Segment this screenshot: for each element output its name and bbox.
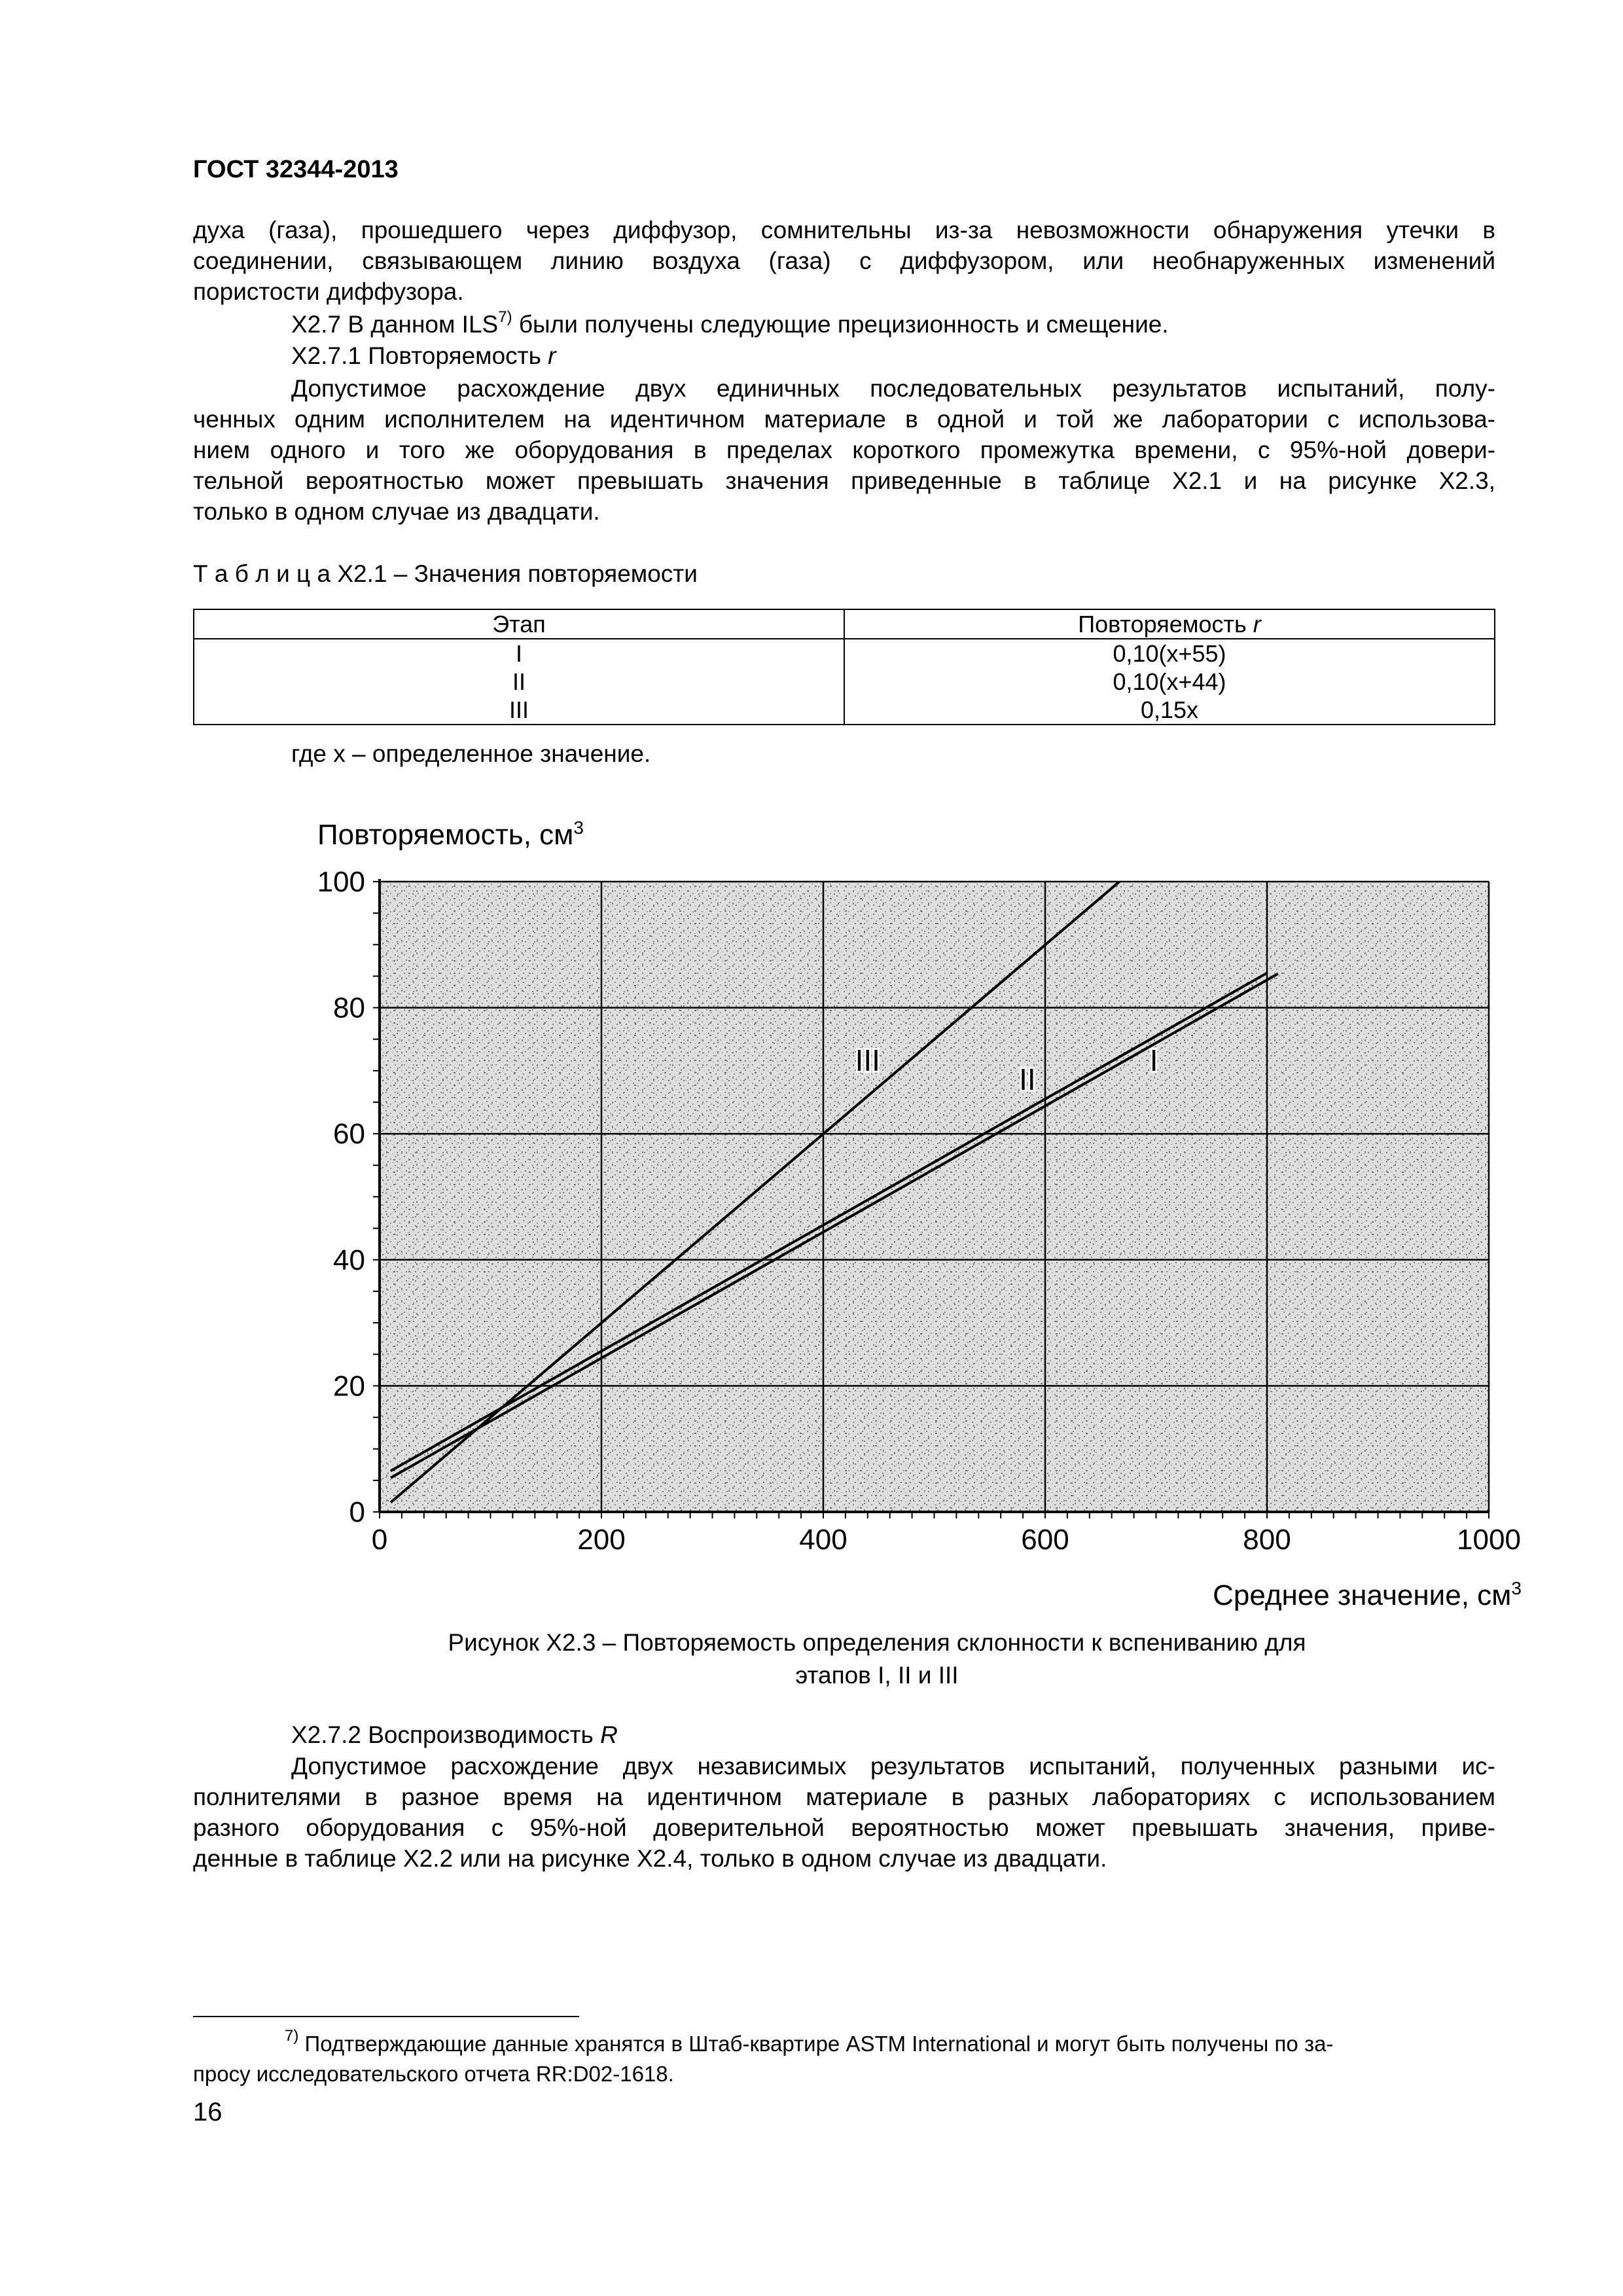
table-title-label: Т а б л и ц а (193, 560, 331, 587)
footnote (193, 2029, 1495, 2089)
section-x27-text: Х2.7 В данном ILS (291, 311, 499, 338)
footnote-line (193, 2029, 1495, 2059)
y-tick-label: 100 (317, 866, 365, 898)
y-tick-label: 40 (333, 1244, 365, 1276)
x-tick-label: 0 (371, 1524, 388, 1556)
footnote-text: Подтверждающие данные хранятся в Штаб-квартире ASTM International и могут быть получены по за- (298, 2032, 1334, 2056)
y-tick-label: 0 (349, 1496, 365, 1528)
column-header-stage: Этап (194, 609, 844, 639)
paragraph-line: Допустимое расхождение двух независимых результатов испытаний, полученных разными ис- (291, 1753, 1495, 1780)
value-cell: 0,10(x+55) (844, 639, 1495, 668)
x-tick-label: 600 (1021, 1524, 1069, 1556)
x-tick-label: 200 (577, 1524, 626, 1556)
repeatability-symbol: r (548, 342, 556, 369)
paragraph-3 (193, 1751, 1495, 1874)
paragraph-line: ченных одним исполнителем на идентичном материале в одной и той же лаборатории с использова- (193, 406, 1495, 433)
figure-caption (366, 1626, 1387, 1692)
section-x272-heading (291, 1719, 618, 1750)
unit-superscript: 3 (1511, 1578, 1522, 1598)
figure-caption-line: этапов I, II и III (795, 1662, 959, 1689)
paragraph-line: денные в таблице Х2.2 или на рисунке Х2.4, только в одном случае из двадцати. (193, 1845, 1107, 1872)
reproducibility-symbol: R (600, 1721, 618, 1748)
y-tick-label: 80 (333, 992, 365, 1024)
page-number: 16 (193, 2098, 223, 2126)
paragraph-line: Допустимое расхождение двух единичных последовательных результатов испытаний, полу- (291, 375, 1495, 402)
series-label-ii: II (1019, 1062, 1036, 1096)
plot-texture (380, 882, 1489, 1512)
paragraph-line: нием одного и того же оборудования в пределах короткого промежутка времени, с 95%-ной довери- (193, 437, 1495, 463)
figure-caption-line: Рисунок Х2.3 – Повторяемость определения склонности к вспениванию для (448, 1629, 1306, 1656)
paragraph-line: только в одном случае из двадцати. (193, 498, 600, 525)
paragraph-line: тельной вероятностью может превышать значения приведенные в таблице Х2.1 и на рисунке Х2.3, (193, 467, 1495, 494)
section-x271-label: Х2.7.1 Повторяемость (291, 342, 548, 369)
x-axis-label: Среднее значение, $см^3$ (1213, 1578, 1522, 1611)
series-label-iii: III (855, 1043, 880, 1077)
value-cell: 0,10(x+44) (844, 668, 1495, 696)
stage-cell: II (194, 668, 844, 696)
value-cell: 0,15x (844, 696, 1495, 725)
x-tick-label: 800 (1243, 1524, 1291, 1556)
y-axis-label: Повторяемость, $см^3$ (317, 817, 584, 851)
document-header: ГОСТ 32344-2013 (193, 156, 399, 183)
y-tick-label: 20 (333, 1370, 365, 1403)
footnote-mark: 7) (285, 2027, 299, 2045)
y-tick-label: 60 (333, 1118, 365, 1151)
footnote-separator (193, 2016, 579, 2017)
table-title-text: Х2.1 – Значения повторяемости (330, 560, 698, 587)
paragraph-line: полнителями в разное время на идентичном материале в разных лабораториях с использованием (193, 1784, 1495, 1810)
unit-superscript: 3 (573, 817, 584, 838)
x-tick-label: 400 (799, 1524, 847, 1556)
footnote-reference[interactable]: 7) (498, 308, 512, 326)
section-x27-text-after: были получены следующие прецизионность и смещение. (512, 311, 1169, 338)
column-header-symbol: r (1253, 611, 1261, 637)
x-tick-label: 1000 (1457, 1524, 1521, 1556)
series-label-i: I (1149, 1043, 1158, 1077)
stage-cell: III (194, 696, 844, 725)
table-note: где x – определенное значение. (291, 740, 651, 767)
chart-plot-area (380, 882, 1489, 1512)
column-header-repeatability-text: Повторяемость (1078, 611, 1253, 637)
paragraph-line: духа (газа), прошедшего через диффузор, сомнительны из-за невозможности обнаружения утечки в (193, 217, 1495, 243)
paragraph-line: соединении, связывающем линию воздуха (газа) с диффузором, или необнаруженных изменений (193, 247, 1495, 274)
stage-cell: I (194, 639, 844, 668)
paragraph-line: пористости диффузора. (193, 278, 464, 305)
footnote-line: просу исследовательского отчета RR:D02-1618. (193, 2062, 674, 2086)
section-x272-label: Х2.7.2 Воспроизводимость (291, 1721, 601, 1748)
paragraph-line: разного оборудования с 95%-ной доверительной вероятностью может превышать значения, приве- (193, 1814, 1495, 1841)
